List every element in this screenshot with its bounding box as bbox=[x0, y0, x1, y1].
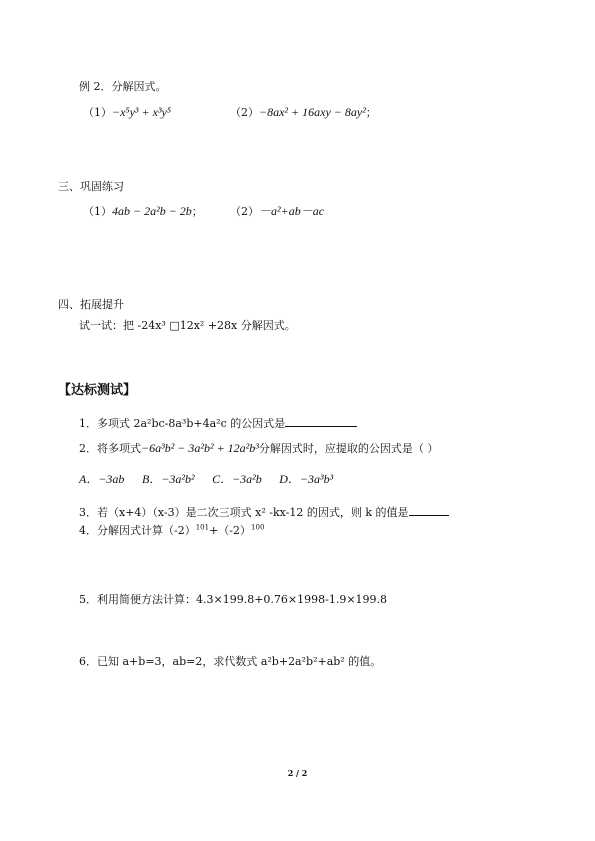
section3-problem-1 bbox=[83, 204, 203, 219]
example2-problem-2 bbox=[230, 105, 377, 120]
section4-heading: 四、拓展提升 bbox=[58, 298, 124, 311]
example2-p2-number: （2） bbox=[230, 106, 259, 119]
section3-p1-expression: 4ab − 2a²b − 2b bbox=[112, 204, 192, 218]
q4-exponent-1: 101 bbox=[195, 523, 210, 532]
test-question-5: 5．利用简便方法计算：4.3×199.8+0.76×1998-1.9×199.8 bbox=[79, 593, 388, 606]
section3-p1-end: ； bbox=[191, 205, 203, 218]
example2-problem-1 bbox=[83, 105, 171, 120]
example2-p1-number: （1） bbox=[83, 106, 112, 119]
q2-expression: −6a³b² − 3a²b² + 12a²b³ bbox=[141, 441, 259, 455]
test-question-4 bbox=[79, 524, 264, 538]
q4-mid: +（-2） bbox=[209, 524, 252, 537]
test-heading: 【达标测试】 bbox=[58, 383, 137, 398]
section3-p2-expression: －a²+ab－ac bbox=[259, 204, 325, 218]
test-question-3 bbox=[79, 505, 449, 520]
q3-answer-blank bbox=[409, 505, 449, 516]
q2-text-a: 2．将多项式 bbox=[79, 442, 141, 455]
section4-prompt: 试一试：把 -24x³ □12x² +28x 分解因式。 bbox=[79, 319, 296, 332]
q2-option-a: A．−3ab bbox=[79, 472, 125, 486]
q2-options bbox=[79, 472, 333, 487]
test-question-6: 6．已知 a+b=3，ab=2，求代数式 a²b+2a²b²+ab² 的值。 bbox=[79, 655, 382, 668]
q4-exponent-2: 100 bbox=[251, 523, 265, 532]
example2-p2-end: ； bbox=[365, 106, 377, 119]
q4-text: 4．分解因式计算（-2） bbox=[79, 524, 196, 537]
q2-option-c: C．−3a²b bbox=[212, 472, 262, 486]
section3-problem-2 bbox=[230, 204, 324, 219]
section3-heading: 三、巩固练习 bbox=[58, 180, 124, 193]
q2-text-b: 分解因式时，应提取的公因式是（ ） bbox=[258, 442, 439, 455]
q2-option-d: D．−3a³b³ bbox=[279, 472, 334, 486]
example2-p1-expression: −x⁵y³ + x³y⁵ bbox=[112, 105, 172, 119]
q1-text: 1．多项式 2a²bc-8a³b+4a²c 的公因式是 bbox=[79, 417, 286, 430]
q1-answer-blank bbox=[285, 416, 357, 427]
page-number: 2 / 2 bbox=[287, 768, 308, 778]
section3-p2-number: （2） bbox=[230, 205, 259, 218]
q2-option-b: B．−3a²b² bbox=[141, 472, 195, 486]
example2-heading: 例 2．分解因式。 bbox=[79, 80, 167, 93]
test-question-1 bbox=[79, 416, 357, 431]
q3-text: 3．若（x+4）（x-3）是二次三项式 x² -kx-12 的因式，则 k 的值是 bbox=[79, 506, 409, 519]
section3-p1-number: （1） bbox=[83, 205, 112, 218]
test-question-2 bbox=[79, 441, 438, 456]
example2-p2-expression: −8ax² + 16axy − 8ay² bbox=[259, 105, 366, 119]
